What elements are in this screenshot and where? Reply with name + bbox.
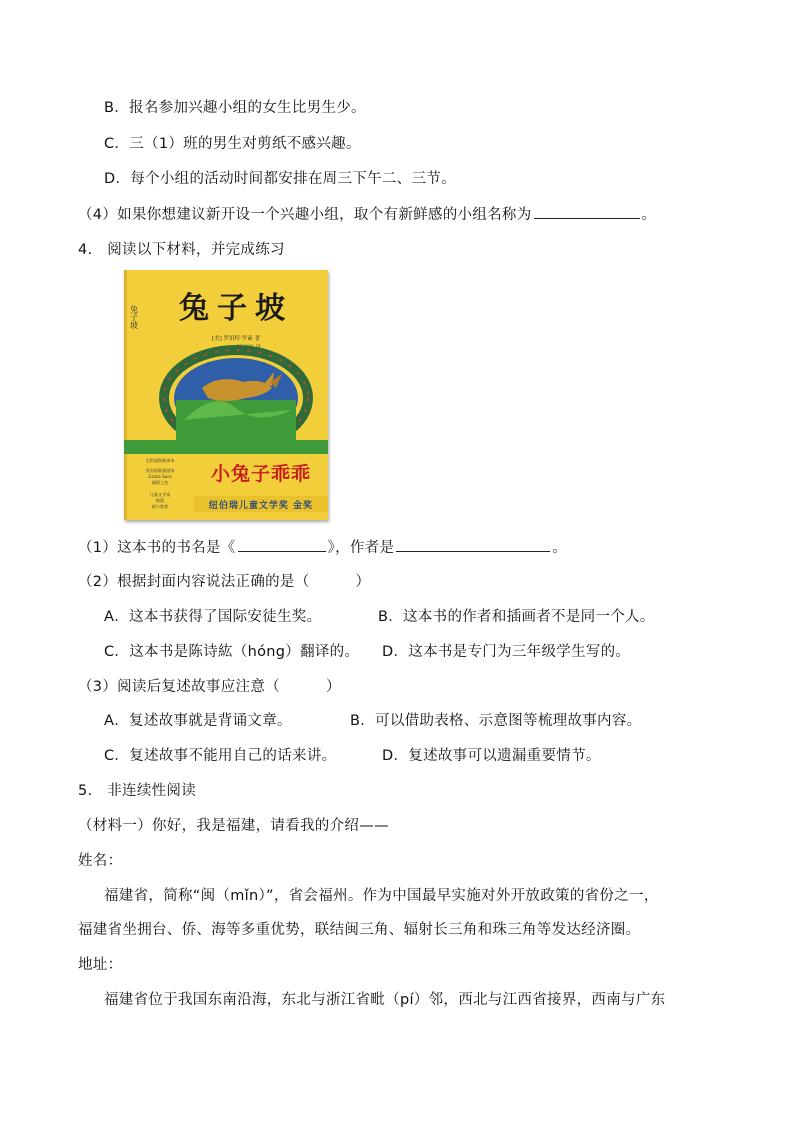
- q4-sub1-b: 》，作者是: [327, 540, 395, 556]
- cover-author: [美] 罗伯特·罗素 著: [211, 336, 261, 342]
- q4-sub2-option-d: D．这本书是专门为三年级学生写的。: [382, 644, 631, 660]
- q4-sub3-option-b: B．可以借助表格、示意图等梳理故事内容。: [350, 713, 642, 729]
- q3-option-c: C．三（1）班的男生对剪纸不感兴趣。: [104, 136, 361, 152]
- q4-sub2: [78, 572, 370, 592]
- q4-sub1-a: （1）这本书的书名是《: [78, 540, 236, 556]
- q4-sub2-end: ）: [355, 574, 371, 590]
- q5-address-label: 地址：: [78, 957, 123, 973]
- q5-material1: （材料一）你好，我是福建，请看我的介绍——: [78, 818, 389, 834]
- q5-heading: 5. 非连续性阅读: [78, 783, 197, 799]
- author-blank[interactable]: [396, 537, 550, 552]
- cover-translator: 陈诗紘 译: [237, 345, 261, 351]
- q4-heading: 4. 阅读以下材料，并完成练习: [78, 242, 285, 258]
- cover-banner: 小兔子乖乖: [210, 463, 312, 485]
- q4-sub2-option-a: A．这本书获得了国际安徒生奖。: [104, 609, 322, 625]
- cover-title: 兔子坡: [179, 291, 293, 326]
- cover-side-note: 倾力推荐: [151, 504, 169, 509]
- q4-sub3-stem: （3）阅读后复述故事应注意（: [78, 679, 280, 695]
- q5-name-label: 姓名：: [78, 853, 123, 869]
- q4-sub1-c: 。: [552, 540, 568, 556]
- cover-side-note: 美国原版插画家: [145, 468, 175, 473]
- cover-side-note: Grace Sura: [148, 474, 172, 479]
- cover-side-note: 倾情上色: [151, 480, 169, 485]
- book-cover-image: [124, 270, 328, 520]
- q3-option-b: B．报名参加兴趣小组的女生比男生少。: [104, 100, 366, 116]
- q5-para1-line2: 福建省坐拥台、侨、海等多重优势，联结闽三角、辐射长三角和珠三角等发达经济圈。: [78, 922, 641, 938]
- q4-sub3: [78, 677, 341, 697]
- cover-side-note: 儿童文学家: [149, 492, 171, 497]
- q5-para2-line1: 福建省位于我国东南沿海，东北与浙江省毗（pí）邻，西北与江西省接界，西南与广东: [104, 992, 666, 1008]
- q4-sub2-option-c: C．这本书是陈诗紘（hóng）翻译的。: [104, 644, 360, 660]
- title-blank[interactable]: [238, 537, 326, 552]
- q4-sub2-option-b: B．这本书的作者和插画者不是同一个人。: [378, 609, 655, 625]
- q3-sub4: [78, 204, 656, 225]
- cover-side-note: 新版: [155, 498, 165, 503]
- q4-sub1: [78, 537, 567, 558]
- cover-award: 纽伯瑞儿童文学奖 金奖: [208, 501, 314, 511]
- q3-sub4-prefix: （4）如果你想建议新开设一个兴趣小组，取个有新鲜感的小组名称为: [78, 207, 532, 223]
- q4-sub3-option-a: A．复述故事就是背诵文章。: [104, 713, 292, 729]
- q5-para1-line1: 福建省，简称“闽（mǐn）”，省会福州。作为中国最早实施对外开放政策的省份之一，: [104, 888, 659, 904]
- q3-option-d: D．每个小组的活动时间都安排在周三下午二、三节。: [104, 171, 456, 187]
- q3-sub4-suffix: 。: [641, 207, 657, 223]
- q4-sub3-option-c: C．复述故事不能用自己的话来讲。: [104, 748, 337, 764]
- q4-sub2-stem: （2）根据封面内容说法正确的是（: [78, 574, 310, 590]
- q4-sub3-end: ）: [325, 679, 341, 695]
- cover-side-note: 全彩插图新译本: [145, 458, 175, 463]
- cover-spine-title: 兔子坡: [129, 305, 139, 329]
- answer-blank[interactable]: [534, 204, 640, 219]
- q4-sub3-option-d: D．复述故事可以遗漏重要情节。: [382, 748, 601, 764]
